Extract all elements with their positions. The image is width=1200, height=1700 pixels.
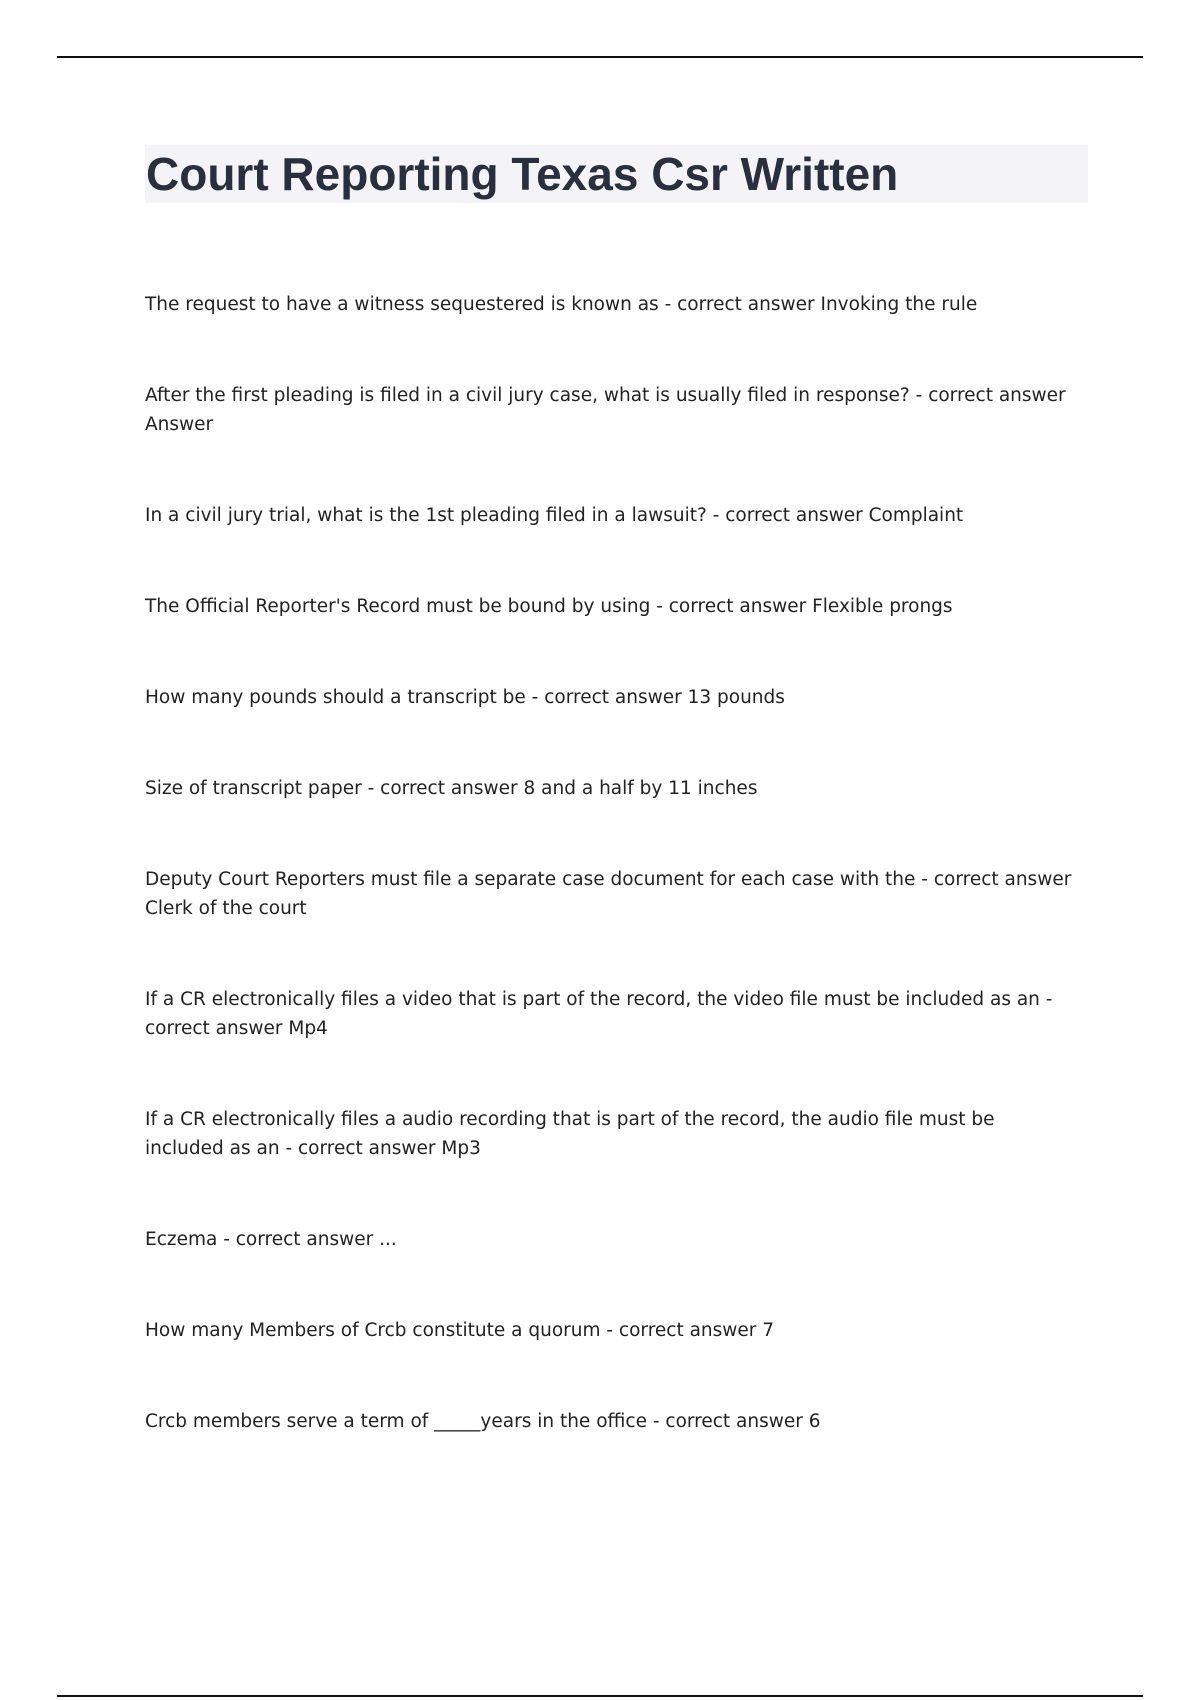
- qa-item: After the first pleading is filed in a civil jury case, what is usually filed in response? - correct answer Answer: [145, 385, 1066, 435]
- qa-item: The request to have a witness sequestered is known as - correct answer Invoking the rule: [145, 294, 978, 315]
- document-title: Court Reporting Texas Csr Written: [146, 148, 899, 200]
- top-divider: [57, 56, 1143, 58]
- qa-item: How many pounds should a transcript be - correct answer 13 pounds: [145, 687, 785, 708]
- bottom-divider: [57, 1695, 1143, 1697]
- qa-item: Size of transcript paper - correct answer 8 and a half by 11 inches: [145, 778, 758, 799]
- qa-item: How many Members of Crcb constitute a quorum - correct answer 7: [145, 1320, 775, 1341]
- qa-item: If a CR electronically files a audio recording that is part of the record, the audio file must be included as an - correct answer Mp3: [145, 1109, 995, 1159]
- qa-item: Eczema - correct answer ...: [145, 1229, 397, 1250]
- qa-item: Deputy Court Reporters must file a separate case document for each case with the - correct answer Clerk of the court: [145, 869, 1072, 919]
- qa-item: The Official Reporter's Record must be bound by using - correct answer Flexible prongs: [145, 596, 953, 617]
- qa-item: Crcb members serve a term of _____years in the office - correct answer 6: [145, 1411, 821, 1432]
- qa-item: If a CR electronically files a video that is part of the record, the video file must be included as an - correct answer Mp4: [145, 989, 1053, 1039]
- question-answer-list: [145, 290, 1075, 1498]
- qa-item: In a civil jury trial, what is the 1st pleading filed in a lawsuit? - correct answer Complaint: [145, 505, 964, 526]
